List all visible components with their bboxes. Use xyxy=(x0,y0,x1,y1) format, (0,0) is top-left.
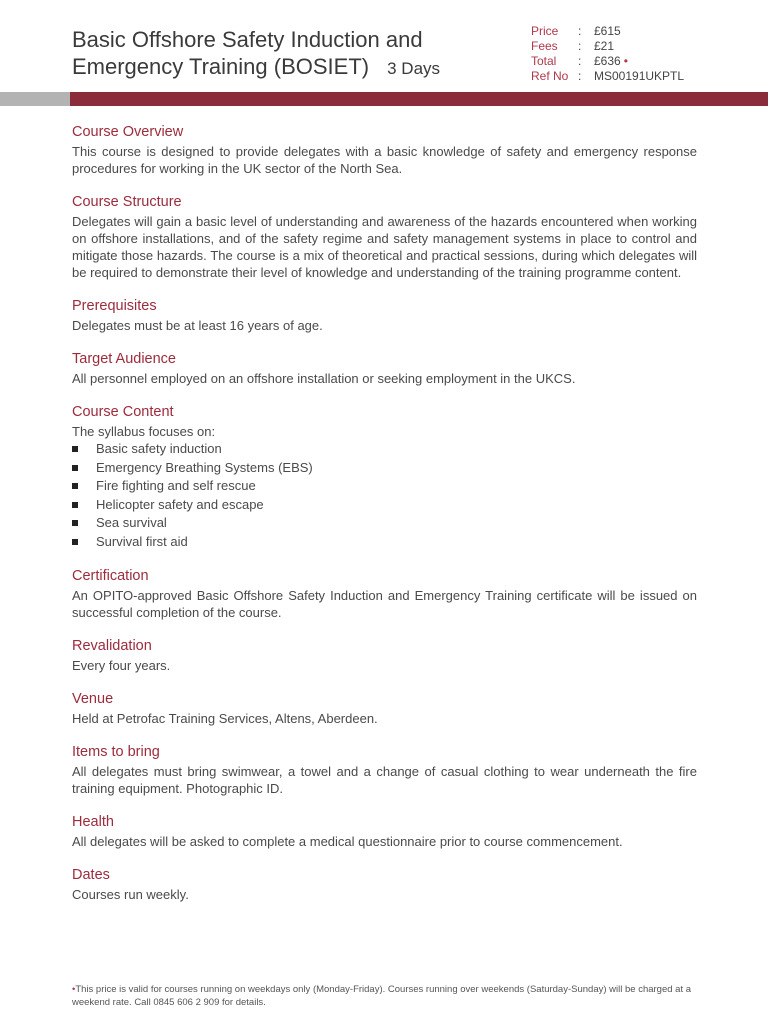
ref-colon: : xyxy=(578,69,582,83)
list-item xyxy=(72,477,697,496)
square-bullet-icon xyxy=(72,520,78,526)
square-bullet-icon xyxy=(72,465,78,471)
section-venue xyxy=(72,689,697,727)
section-text: All delegates will be asked to complete a medical questionnaire prior to course commencement. xyxy=(72,834,623,849)
section-prerequisites xyxy=(72,296,697,334)
square-bullet-icon xyxy=(72,483,78,489)
section-text: The syllabus focuses on: xyxy=(72,424,216,439)
footnote-marker: • xyxy=(623,54,628,68)
list-item-label: Helicopter safety and escape xyxy=(96,496,264,512)
course-details xyxy=(72,122,697,918)
list-item-label: Survival first aid xyxy=(96,533,188,549)
title-line-1: Basic Offshore Safety Induction and xyxy=(72,27,423,52)
fees-value: £21 xyxy=(594,39,615,53)
list-item-label: Emergency Breathing Systems (EBS) xyxy=(96,459,313,475)
square-bullet-icon xyxy=(72,502,78,508)
section-heading: Items to bring xyxy=(72,744,160,760)
course-duration: 3 Days xyxy=(387,59,441,78)
list-item-label: Fire fighting and self rescue xyxy=(96,478,256,493)
square-bullet-icon xyxy=(72,539,78,545)
price-label: Price xyxy=(531,24,559,38)
section-dates xyxy=(72,865,697,903)
list-item-label: Sea survival xyxy=(96,515,167,530)
title-line-2: Emergency Training (BOSIET) xyxy=(72,54,370,79)
fees-row xyxy=(531,39,684,54)
square-bullet-icon xyxy=(72,446,78,452)
section-course-overview xyxy=(72,122,697,177)
section-certification xyxy=(72,566,697,621)
section-text: Delegates must be at least 16 years of age. xyxy=(72,318,323,333)
section-text: All personnel employed on an offshore installation or seeking employment in the UKCS. xyxy=(72,371,576,386)
page-title xyxy=(72,26,440,82)
list-item xyxy=(72,440,697,459)
list-item xyxy=(72,496,697,515)
price-value: £615 xyxy=(594,24,621,38)
price-colon: : xyxy=(578,24,582,38)
syllabus-list xyxy=(72,440,697,551)
section-text: Courses run weekly. xyxy=(72,887,189,902)
section-text: All delegates must bring swimwear, a towel and a change of casual clothing to wear underneath the fire training equipment. Photographic ID. xyxy=(72,764,697,796)
section-heading: Target Audience xyxy=(72,351,176,367)
section-course-structure xyxy=(72,192,697,281)
ref-value: MS00191UKPTL xyxy=(594,69,685,83)
fees-colon: : xyxy=(578,39,582,53)
list-item xyxy=(72,459,697,478)
fees-label: Fees xyxy=(531,39,558,53)
total-label: Total xyxy=(531,54,557,68)
section-heading: Prerequisites xyxy=(72,298,157,314)
price-row xyxy=(531,24,684,39)
price-footnote xyxy=(72,983,697,1009)
section-heading: Dates xyxy=(72,867,110,883)
section-heading: Certification xyxy=(72,568,149,584)
total-value: £636 xyxy=(594,54,621,68)
total-row xyxy=(531,54,684,69)
header-bar-grey xyxy=(0,92,70,106)
section-course-content xyxy=(72,402,697,551)
footnote-text: This price is valid for courses running on weekdays only (Monday-Friday). Courses running over weekends (Saturday-Sunday) will be charged at a weekend rate. Call 0845 606 2 909 for details. xyxy=(72,984,692,1008)
section-revalidation xyxy=(72,636,697,674)
section-text: Delegates will gain a basic level of understanding and awareness of the hazards encountered when working on offshore installations, and of the safety regime and safety management systems in place to control and mitigate those hazards. The course is a mix of theoretical and practical sessions, during which delegates will be required to demonstrate their level of knowledge and understanding of the training programme content. xyxy=(72,214,697,280)
section-text: This course is designed to provide delegates with a basic knowledge of safety and emergency response procedures for working in the UK sector of the North Sea. xyxy=(72,144,697,176)
ref-row xyxy=(531,69,684,84)
section-items-to-bring xyxy=(72,742,697,797)
section-text: Held at Petrofac Training Services, Altens, Aberdeen. xyxy=(72,711,378,726)
section-heading: Course Content xyxy=(72,404,174,420)
section-heading: Venue xyxy=(72,691,114,707)
list-item xyxy=(72,533,697,552)
ref-label: Ref No xyxy=(531,69,569,83)
footnote-marker: • xyxy=(72,984,76,995)
section-text: An OPITO-approved Basic Offshore Safety Induction and Emergency Training certificate will be issued on successful completion of the course. xyxy=(72,588,697,620)
total-colon: : xyxy=(578,54,582,68)
section-health xyxy=(72,812,697,850)
section-target-audience xyxy=(72,349,697,387)
pricing-table xyxy=(531,24,684,84)
section-heading: Revalidation xyxy=(72,638,152,654)
section-heading: Health xyxy=(72,814,114,830)
list-item xyxy=(72,514,697,533)
section-heading: Course Structure xyxy=(72,194,182,210)
list-item-label: Basic safety induction xyxy=(96,441,222,456)
section-text: Every four years. xyxy=(72,658,171,673)
header-bar-red xyxy=(70,92,768,106)
section-heading: Course Overview xyxy=(72,124,184,140)
